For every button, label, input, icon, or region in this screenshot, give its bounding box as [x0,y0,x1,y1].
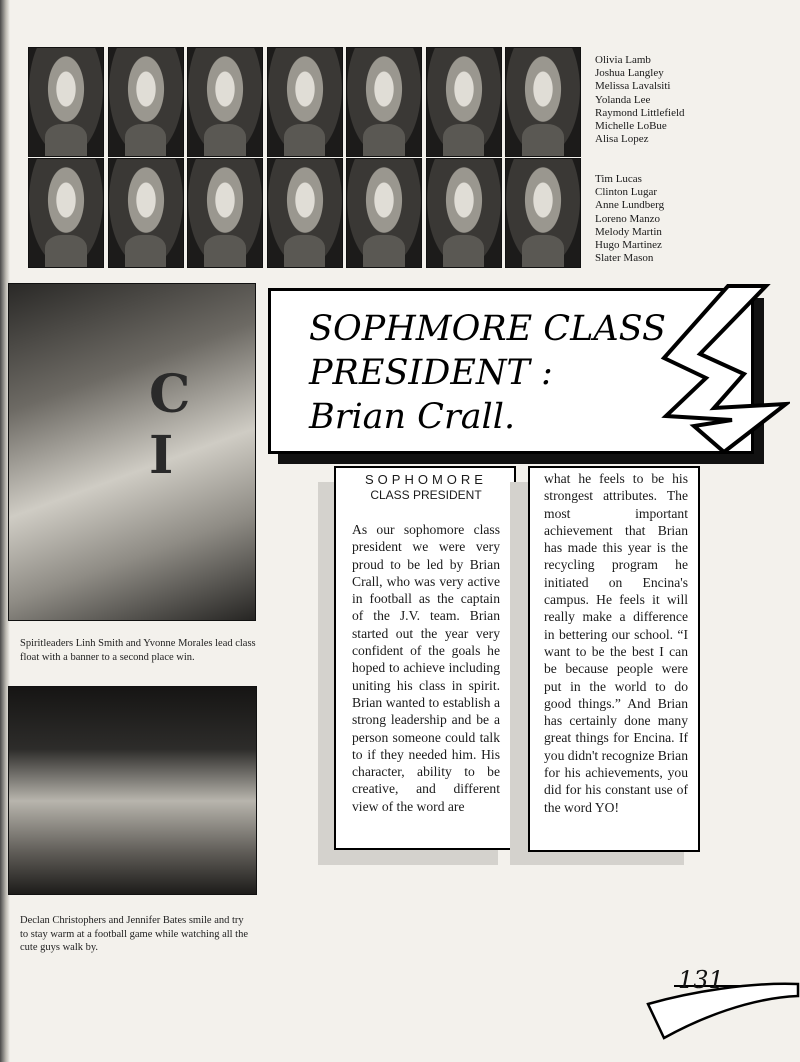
names-list-row1 [595,54,685,146]
student-portrait [505,158,581,268]
student-portrait [426,47,502,157]
student-name: Anne Lundberg [595,199,665,212]
article-column-2 [528,466,700,852]
page-title [309,307,666,439]
article-text-col2: what he feels to be his strongest attributes. The most important achievement that Brian has made this year is the recycling program he initiated on Encina's campus. He feels it will really make a difference in bettering our school. “I want to be the best I can be because people were put in the world to do good things.” And Brian has certainly done many great things for Encina. If you didn't recognize Brian for his achievements, you did for his constant use of the word YO! [544,471,689,815]
title-line3: Brian Crall. [309,397,516,437]
student-name: Joshua Langley [595,67,664,80]
student-name: Michelle LoBue [595,120,667,133]
student-name: Melissa Lavalsiti [595,80,671,93]
football-game-photo [8,686,257,895]
student-name: Hugo Martinez [595,239,662,252]
student-portrait [187,47,263,157]
student-portrait [267,47,343,157]
photo1-caption: Spiritleaders Linh Smith and Yvonne Morales lead class float with a banner to a second place win. [20,638,256,663]
student-portrait [108,47,184,157]
student-portrait [505,47,581,157]
banner-letters: C I [149,364,221,486]
student-portrait [346,47,422,157]
student-portrait [187,158,263,268]
student-name: Yolanda Lee [595,93,651,106]
article-text-col1: As our sophomore class president we were very proud to be led by Brian Crall, who was very active in football as the captain of the J.V. team. Brian started out the year very confident of the goals he hoped to achieve including uniting his class in spirit. Brian wanted to establish a strong leadership and be a person someone could talk to if they needed him. His character, ability to be creative, and different view of the word are [352,522,500,814]
spiritleaders-photo [8,283,256,621]
student-portrait [426,158,502,268]
student-name: Tim Lucas [595,173,642,185]
student-portrait [108,158,184,268]
student-name: Clinton Lugar [595,186,658,199]
student-name: Melody Martin [595,225,662,238]
article-column-1 [334,466,516,850]
student-portrait [267,158,343,268]
page-number: 131 [678,966,724,994]
article-subheading: CLASS PRESIDENT [370,488,482,502]
student-name: Olivia Lamb [595,54,651,66]
student-name: Alisa Lopez [595,133,649,146]
photo2-caption: Declan Christophers and Jennifer Bates smile and try to stay warm at a football game while watching all the cute guys walk by. [20,915,249,953]
article-heading: SOPHOMORE [365,472,487,487]
names-list-row2 [595,173,664,265]
title-line1: SOPHMORE CLASS [309,309,666,349]
lightning-bolt-decoration [640,284,790,454]
student-portrait [28,47,104,157]
student-portrait [346,158,422,268]
student-portrait [28,158,104,268]
title-line2: PRESIDENT : [309,353,553,393]
student-name: Slater Mason [595,252,654,265]
student-name: Raymond Littlefield [595,106,685,119]
student-name: Loreno Manzo [595,212,661,225]
